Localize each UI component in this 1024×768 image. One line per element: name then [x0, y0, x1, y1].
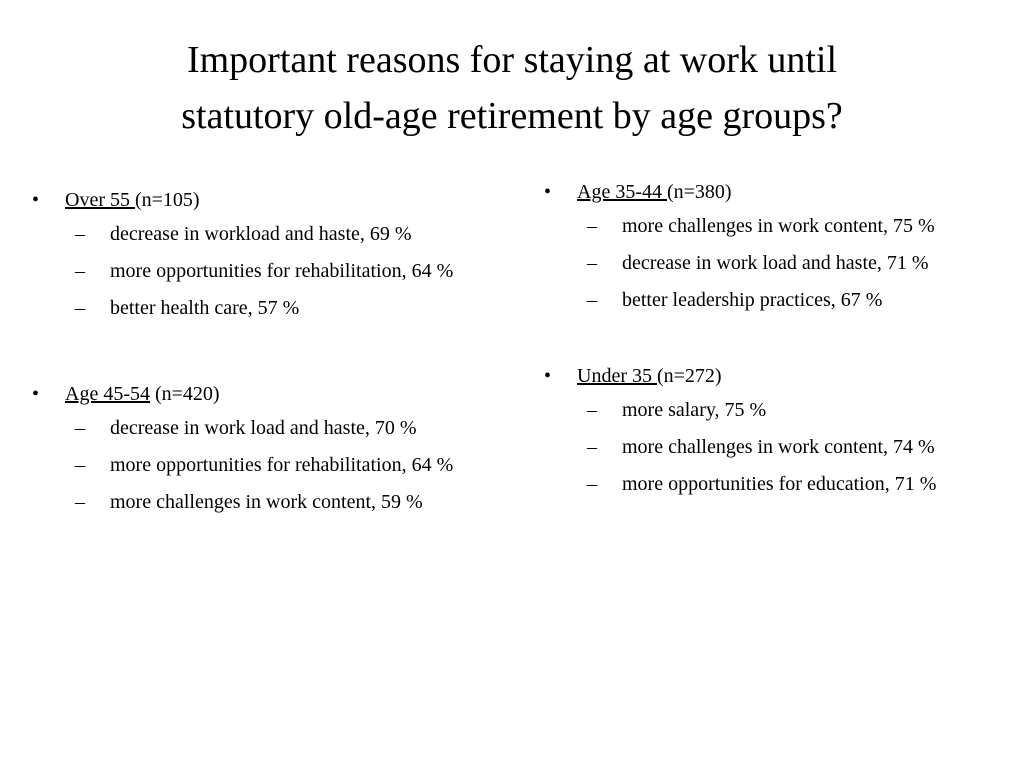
group-header — [0, 379, 520, 409]
reason-text: more challenges in work content, 74 % — [622, 436, 935, 458]
group-label: Age 35-44 — [577, 181, 667, 203]
reason-item — [512, 211, 1012, 241]
reason-item — [0, 293, 520, 323]
group-sample-size: (n=105) — [134, 189, 200, 211]
dash-icon: – — [587, 473, 597, 495]
reason-item — [0, 450, 520, 480]
dash-icon: – — [587, 215, 597, 237]
group-age-35-44 — [512, 177, 1012, 315]
dash-icon: – — [75, 297, 85, 319]
dash-icon: – — [75, 260, 85, 282]
left-column — [0, 185, 520, 524]
dash-icon: – — [587, 436, 597, 458]
reason-text: more challenges in work content, 75 % — [622, 215, 935, 237]
reason-text: more challenges in work content, 59 % — [110, 491, 423, 513]
dash-icon: – — [587, 399, 597, 421]
dash-icon: – — [587, 252, 597, 274]
reason-list — [512, 211, 1012, 315]
group-label: Under 35 — [577, 365, 657, 387]
group-label: Over 55 — [65, 189, 135, 211]
reason-text: decrease in workload and haste, 69 % — [110, 223, 412, 245]
dash-icon: – — [75, 454, 85, 476]
dash-icon: – — [587, 289, 597, 311]
reason-item — [0, 256, 520, 286]
reason-text: more opportunities for rehabilitation, 64 % — [110, 260, 454, 282]
reason-text: decrease in work load and haste, 70 % — [110, 417, 417, 439]
reason-text: more opportunities for rehabilitation, 64 % — [110, 454, 454, 476]
reason-list — [512, 395, 1012, 499]
bullet-icon: • — [32, 189, 40, 211]
reason-text: more opportunities for education, 71 % — [622, 473, 937, 495]
group-header — [0, 185, 520, 215]
reason-item — [512, 395, 1012, 425]
reason-list — [0, 413, 520, 517]
slide-title — [60, 32, 964, 144]
group-sample-size: (n=380) — [666, 181, 732, 203]
reason-text: better leadership practices, 67 % — [622, 289, 883, 311]
reason-item — [0, 219, 520, 249]
dash-icon: – — [75, 223, 85, 245]
reason-text: more salary, 75 % — [622, 399, 767, 421]
reason-text: decrease in work load and haste, 71 % — [622, 252, 929, 274]
title-line-1: Important reasons for staying at work until — [186, 39, 838, 81]
right-column — [512, 177, 1012, 506]
group-under-35 — [512, 361, 1012, 499]
dash-icon: – — [75, 491, 85, 513]
reason-text: better health care, 57 % — [110, 297, 300, 319]
reason-item — [512, 285, 1012, 315]
bullet-icon: • — [544, 365, 552, 387]
reason-item — [512, 469, 1012, 499]
reason-item — [0, 487, 520, 517]
group-label: Age 45-54 — [65, 383, 150, 405]
title-line-2: statutory old-age retirement by age groups? — [181, 95, 843, 137]
reason-item — [512, 432, 1012, 462]
bullet-icon: • — [544, 181, 552, 203]
group-over-55 — [0, 185, 520, 323]
group-header — [512, 361, 1012, 391]
bullet-icon: • — [32, 383, 40, 405]
group-header — [512, 177, 1012, 207]
dash-icon: – — [75, 417, 85, 439]
group-age-45-54 — [0, 379, 520, 517]
group-sample-size: (n=272) — [656, 365, 722, 387]
reason-item — [0, 413, 520, 443]
reason-item — [512, 248, 1012, 278]
reason-list — [0, 219, 520, 323]
group-sample-size: (n=420) — [149, 383, 220, 405]
